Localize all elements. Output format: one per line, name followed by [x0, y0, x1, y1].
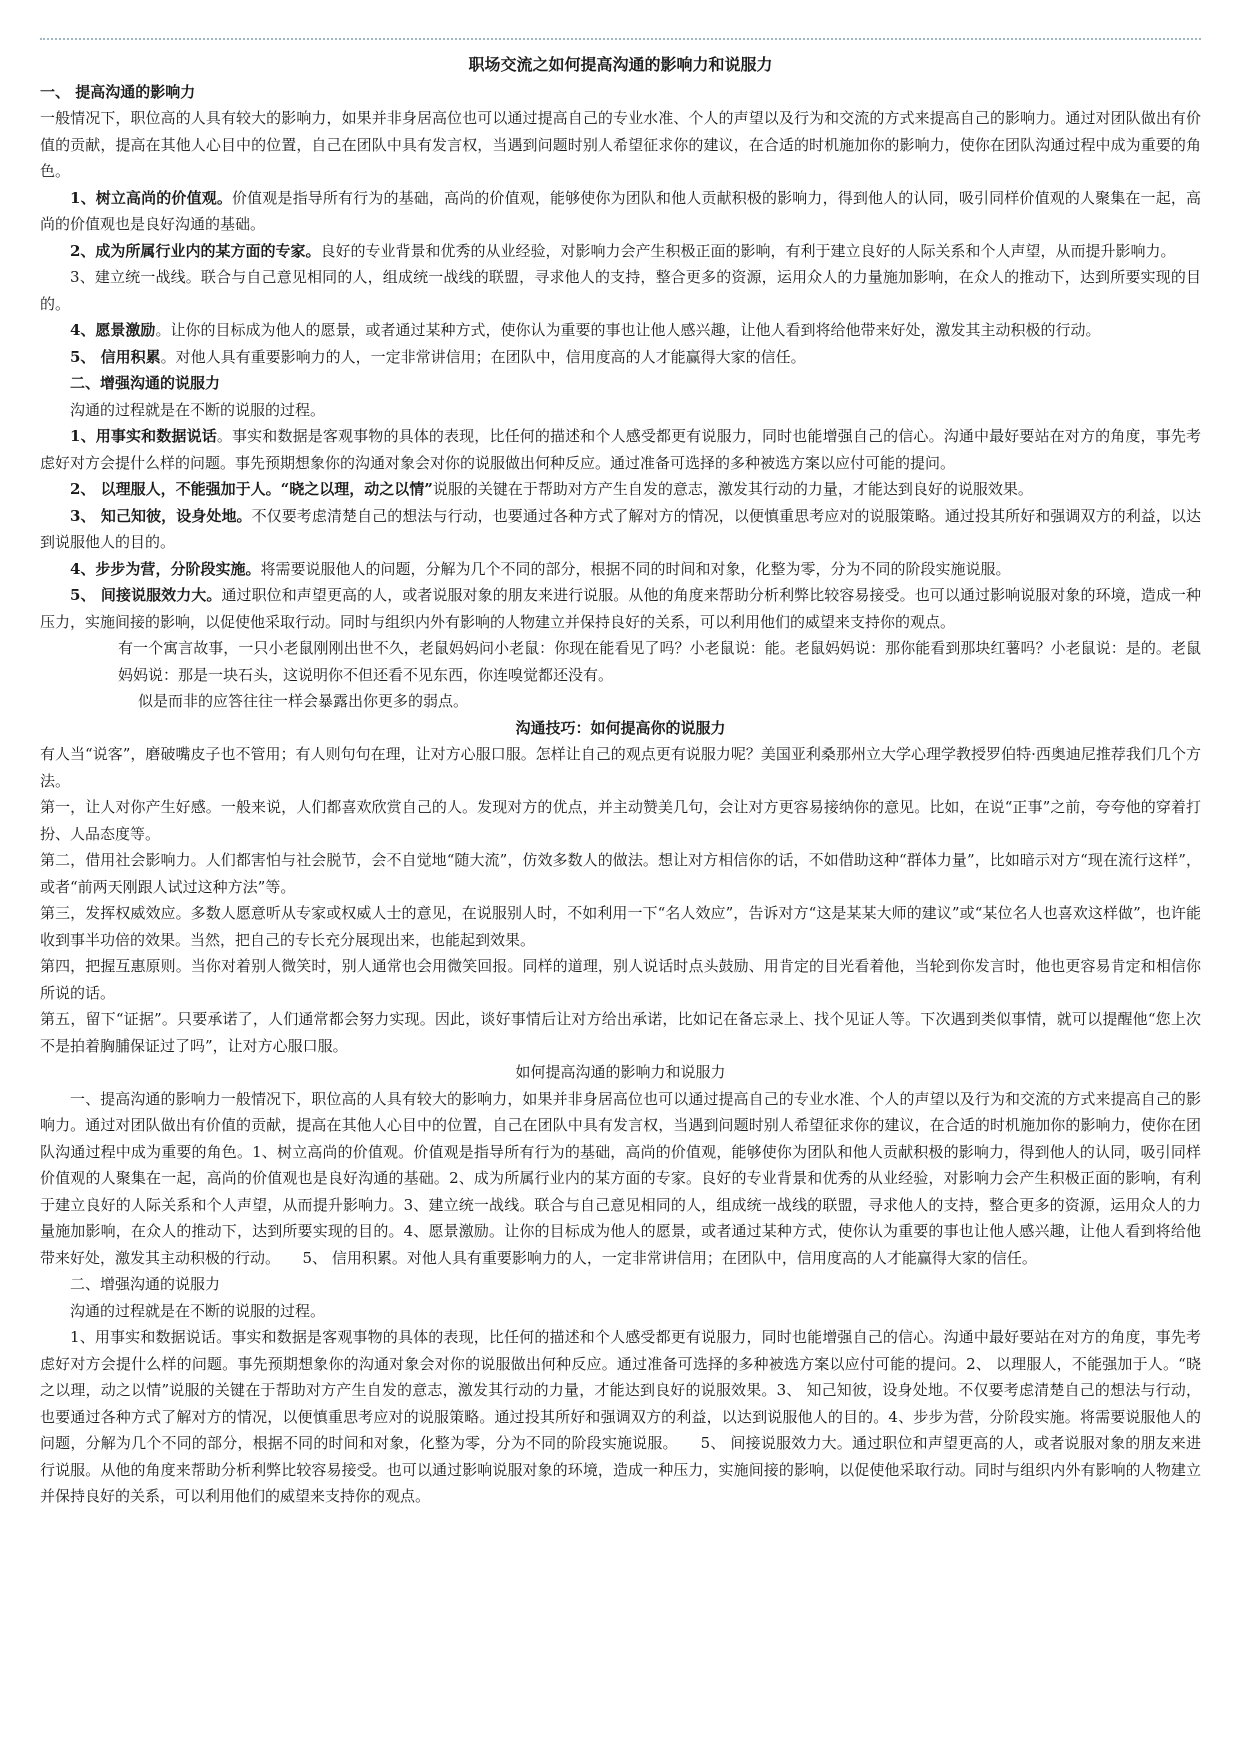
s2-item-1-lead: 1、用事实和数据说话 [70, 427, 217, 445]
section-2-intro: 沟通的过程就是在不断的说服的过程。 [70, 400, 326, 419]
s3-para-6: 第五，留下“证据”。只要承诺了，人们通常都会努力实现。因此，谈好事情后让对方给出承诺，比如记在备忘录上、找个见证人等。下次遇到类似事情，就可以提醒他“您上次不是拍着胸脯保证过了吗”，让对方心服口服。 [40, 1010, 1201, 1055]
s1-item-2-lead: 2、成为所属行业内的某方面的专家。 [70, 241, 321, 260]
s3-para-5: 第四，把握互惠原则。当你对着别人微笑时，别人通常也会用微笑回报。同样的道理，别人说话时点头鼓励、用肯定的目光看着他，当轮到你发言时，他也更容易肯定和相信你所说的话。 [40, 957, 1201, 1002]
s4-heading-2: 二、增强沟通的说服力 [70, 1275, 221, 1293]
s2-item-4-text: 将需要说服他人的问题，分解为几个不同的部分，根据不同的时间和对象，化整为零，分为不同的阶段实施说服。 [260, 559, 1011, 578]
s1-item-4-text: 。让你的目标成为他人的愿景，或者通过某种方式，使你认为重要的事也让他人感兴趣，让他人看到将给他带来好处，激发其主动积极的行动。 [155, 321, 1101, 339]
section-1-heading: 一、 提高沟通的影响力 [40, 82, 196, 101]
s2-item-3-text: 不仅要考虑清楚自己的想法与行动，也要通过各种方式了解对方的情况，以便慎重思考应对的说服策略。通过投其所好和强调双方的利益，以达到说服他人的目的。 [40, 506, 1201, 551]
s1-item-5-lead: 5、 信用积累 [70, 347, 161, 366]
s1-item-1-text: 价值观是指导所有行为的基础，高尚的价值观，能够使你为团队和他人贡献积极的影响力，得到他人的认同，吸引同样价值观的人聚集在一起，高尚的价值观也是良好沟通的基础。 [40, 188, 1201, 233]
s1-item-3 [40, 264, 1201, 317]
s3-para-4: 第三，发挥权威效应。多数人愿意听从专家或权威人士的意见，在说服别人时，不如利用一下“名人效应”，告诉对方“这是某某大师的建议”或“某位名人也喜欢这样做”，也许能收到事半功倍的效果。当然，把自己的专长充分展现出来，也能起到效果。 [40, 904, 1201, 949]
s1-item-5-text: 。对他人具有重要影响力的人，一定非常讲信用；在团队中，信用度高的人才能赢得大家的信任。 [160, 347, 806, 366]
s1-item-4 [40, 317, 1201, 344]
s2-item-4 [40, 556, 1201, 583]
s3-para-3: 第二，借用社会影响力。人们都害怕与社会脱节，会不自觉地“随大流”，仿效多数人的做法。想让对方相信你的话，不如借助这种“群体力量”，比如暗示对方“现在流行这样”，或者“前两天刚跟人试过这种方法”等。 [40, 851, 1201, 896]
section-3-heading: 沟通技巧：如何提高你的说服力 [515, 718, 726, 737]
s3-para-1: 有人当“说客”，磨破嘴皮子也不管用；有人则句句在理，让对方心服口服。怎样让自己的观点更有说服力呢？美国亚利桑那州立大学心理学教授罗伯特·西奥迪尼推荐我们几个方法。 [40, 745, 1201, 790]
s2-item-5-text: 通过职位和声望更高的人，或者说服对象的朋友来进行说服。从他的角度来帮助分析利弊比较容易接受。也可以通过影响说服对象的环境，造成一种压力，实施间接的影响，以促使他采取行动。同时与组织内外有影响的人物建立并保持良好的关系，可以利用他们的威望来支持你的观点。 [40, 586, 1201, 631]
s2-item-5-lead: 5、 间接说服效力大。 [70, 586, 222, 604]
section-2-heading: 二、增强沟通的说服力 [70, 374, 221, 392]
s1-item-1-lead: 1、树立高尚的价值观。 [70, 188, 233, 207]
document-title: 职场交流之如何提高沟通的影响力和说服力 [468, 55, 773, 74]
s2-item-5 [40, 582, 1201, 635]
s2-item-1-text: 。事实和数据是客观事物的具体的表现，比任何的描述和个人感受都更有说服力，同时也能增强自己的信心。沟通中最好要站在对方的角度，事先考虑好对方会提什么样的问题。事先预期想象你的沟通对象会对你的说服做出何种反应。通过准备可选择的多种被选方案以应付可能的提问。 [40, 427, 1201, 472]
s2-item-1 [40, 423, 1201, 476]
section-1-intro: 一般情况下，职位高的人具有较大的影响力，如果并非身居高位也可以通过提高自己的专业水准、个人的声望以及行为和交流的方式来提高自己的影响力。通过对团队做出有价值的贡献，提高在其他人心目中的位置，自己在团队中具有发言权，当遇到问题时别人希望征求你的建议，在合适的时机施加你的影响力，使你在团队沟通过程中成为重要的角色。 [40, 109, 1201, 180]
s2-item-3-lead: 3、 知己知彼，设身处地。 [70, 506, 252, 525]
s2-item-2-text: 说服的关键在于帮助对方产生自发的意志，激发其行动的力量，才能达到良好的说服效果。 [432, 480, 1033, 498]
fable-moral: 似是而非的应答往往一样会暴露出你更多的弱点。 [138, 692, 469, 710]
s4-para-3: 1、用事实和数据说话。事实和数据是客观事物的具体的表现，比任何的描述和个人感受都更有说服力，同时也能增强自己的信心。沟通中最好要站在对方的角度，事先考虑好对方会提什么样的问题。事先预期想象你的沟通对象会对你的说服做出何种反应。通过准备可选择的多种被选方案以应付可能的提问。2、 以理服人，不能强加于人。“晓之以理，动之以情”说服的关键在于帮助对方产生自发的意志，激发其行动的力量，才能达到良好的说服效果。3、 知己知彼，设身处地。不仅要考虑清楚自己的想法与行动，也要通过各种方式了解对方的情况，以便慎重思考应对的说服策略。通过投其所好和强调双方的利益，以达到说服他人的目的。4、步步为营，分阶段实施。将需要说服他人的问题，分解为几个不同的部分，根据不同的时间和对象，化整为零，分为不同的阶段实施说服。 5、 间接说服效力大。通过职位和声望更高的人，或者说服对象的朋友来进行说服。从他的角度来帮助分析利弊比较容易接受。也可以通过影响说服对象的环境，造成一种压力，实施间接的影响，以促使他采取行动。同时与组织内外有影响的人物建立并保持良好的关系，可以利用他们的威望来支持你的观点。 [40, 1328, 1201, 1505]
s2-item-3 [40, 503, 1201, 556]
s1-item-4-lead: 4、愿景激励 [70, 321, 156, 339]
s2-item-2-lead: 2、 以理服人，不能强加于人。“晓之以理，动之以情” [70, 480, 433, 498]
section-4-heading: 如何提高沟通的影响力和说服力 [515, 1063, 726, 1081]
s1-item-2-text: 良好的专业背景和优秀的从业经验，对影响力会产生积极正面的影响，有利于建立良好的人际关系和个人声望，从而提升影响力。 [320, 241, 1176, 260]
s4-para-1: 一、提高沟通的影响力一般情况下，职位高的人具有较大的影响力，如果并非身居高位也可以通过提高自己的专业水准、个人的声望以及行为和交流的方式来提高自己的影响力。通过对团队做出有价值的贡献，提高在其他人心目中的位置，自己在团队中具有发言权，当遇到问题时别人希望征求你的建议，在合适的时机施加你的影响力，使你在团队沟通过程中成为重要的角色。1、树立高尚的价值观。价值观是指导所有行为的基础，高尚的价值观，能够使你为团队和他人贡献积极的影响力，得到他人的认同，吸引同样价值观的人聚集在一起，高尚的价值观也是良好沟通的基础。2、成为所属行业内的某方面的专家。良好的专业背景和优秀的从业经验，对影响力会产生积极正面的影响，有利于建立良好的人际关系和个人声望，从而提升影响力。3、建立统一战线。联合与自己意见相同的人，组成统一战线的联盟，寻求他人的支持，整合更多的资源，运用众人的力量施加影响，在众人的推动下，达到所要实现的目的。4、愿景激励。让你的目标成为他人的愿景，或者通过某种方式，使你认为重要的事也让他人感兴趣，让他人看到将给他带来好处，激发其主动积极的行动。 5、 信用积累。对他人具有重要影响力的人，一定非常讲信用；在团队中，信用度高的人才能赢得大家的信任。 [40, 1089, 1201, 1267]
s3-para-2: 第一，让人对你产生好感。一般来说，人们都喜欢欣赏自己的人。发现对方的优点，并主动赞美几句，会让对方更容易接纳你的意见。比如，在说“正事”之前，夸夸他的穿着打扮、人品态度等。 [40, 798, 1201, 843]
fable-paragraph: 有一个寓言故事，一只小老鼠刚刚出世不久，老鼠妈妈问小老鼠：你现在能看见了吗？小老鼠说：能。老鼠妈妈说：那你能看到那块红薯吗？小老鼠说：是的。老鼠妈妈说：那是一块石头，这说明你不但还看不见东西，你连嗅觉都还没有。 [118, 639, 1201, 684]
s2-item-4-lead: 4、步步为营，分阶段实施。 [70, 559, 261, 578]
s1-item-5 [40, 344, 1201, 371]
top-dotted-rule [40, 38, 1201, 40]
s1-item-2 [40, 238, 1201, 265]
document-body [40, 52, 1201, 1510]
s1-item-1 [40, 185, 1201, 238]
s4-para-2: 沟通的过程就是在不断的说服的过程。 [70, 1301, 326, 1320]
s2-item-2 [40, 476, 1201, 503]
s1-item-3-text: 3、建立统一战线。联合与自己意见相同的人，组成统一战线的联盟，寻求他人的支持，整合更多的资源，运用众人的力量施加影响，在众人的推动下，达到所要实现的目的。 [40, 268, 1201, 313]
